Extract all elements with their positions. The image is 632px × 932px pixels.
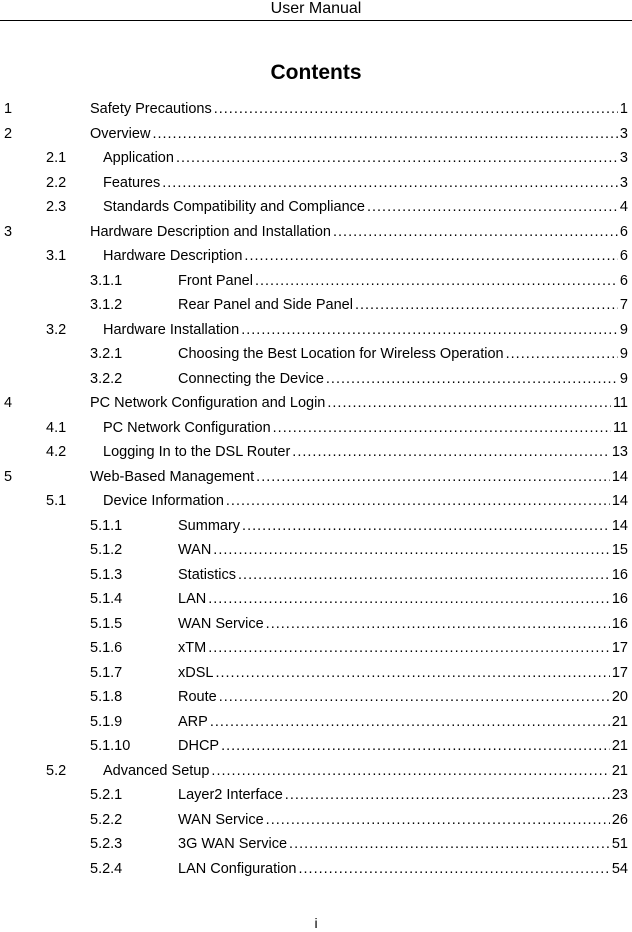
toc-entry-title: Safety Precautions	[90, 101, 212, 117]
contents-heading: Contents	[270, 61, 362, 84]
toc-entry-number: 3.1	[46, 248, 67, 264]
toc-entry-number: 5.1.9	[90, 713, 123, 730]
toc-entry[interactable]	[90, 688, 628, 706]
toc-entry[interactable]	[46, 762, 628, 780]
toc-entry-page: 11	[612, 395, 628, 411]
toc-dot-leader	[211, 762, 609, 780]
toc-entry-number: 3.1.2	[90, 297, 123, 313]
toc-entry-title: LAN Configuration	[178, 860, 297, 877]
toc-entry-number: 5.2.3	[90, 836, 123, 852]
toc-dot-leader	[327, 394, 611, 412]
toc-dot-leader	[208, 639, 610, 657]
toc-dot-leader	[242, 517, 610, 535]
toc-entry-number: 2	[4, 125, 13, 142]
toc-entry[interactable]	[46, 174, 628, 192]
toc-entry-number: 1	[4, 101, 13, 117]
toc-entry-title: xTM	[178, 640, 207, 656]
toc-entry[interactable]	[90, 615, 628, 633]
toc-entry[interactable]	[46, 198, 628, 216]
toc-dot-leader	[213, 541, 610, 559]
toc-entry-page: 6	[619, 223, 628, 240]
toc-entry-page: 17	[611, 640, 628, 656]
toc-dot-leader	[506, 345, 618, 363]
toc-entry[interactable]	[90, 345, 628, 363]
toc-entry-title: Connecting the Device	[178, 370, 324, 387]
toc-entry-number: 5	[4, 468, 13, 485]
toc-entry-title: Summary	[178, 517, 241, 534]
toc-entry-title: WAN Service	[178, 811, 264, 828]
toc-entry-number: 5.1.4	[90, 591, 123, 607]
toc-entry-page: 23	[611, 787, 628, 803]
toc-entry-page: 17	[611, 664, 628, 681]
toc-dot-leader	[214, 100, 618, 118]
toc-dot-leader	[221, 737, 610, 755]
toc-entry-number: 4.1	[46, 419, 67, 436]
page-header	[0, 0, 632, 21]
toc-dot-leader	[255, 272, 618, 290]
toc-entry-page: 14	[611, 468, 628, 485]
toc-entry[interactable]	[46, 443, 628, 461]
toc-entry[interactable]	[4, 394, 628, 412]
toc-entry[interactable]	[90, 860, 628, 878]
toc-entry[interactable]	[46, 419, 628, 437]
toc-entry[interactable]	[90, 590, 628, 608]
toc-entry-number: 2.2	[46, 174, 67, 191]
toc-entry[interactable]	[46, 321, 628, 339]
toc-entry-number: 4.2	[46, 444, 67, 460]
toc-dot-leader	[244, 247, 618, 265]
toc-entry[interactable]	[90, 713, 628, 731]
toc-entry-title: Hardware Description and Installation	[90, 223, 331, 240]
page-footer	[0, 915, 632, 931]
toc-entry-page: 20	[611, 689, 628, 705]
toc-entry-number: 4	[4, 395, 13, 411]
page-number: i	[314, 915, 318, 931]
toc-entry-title: Application	[103, 150, 174, 166]
toc-dot-leader	[273, 419, 611, 437]
toc-entry-number: 5.2.1	[90, 787, 123, 803]
toc-entry-page: 6	[619, 248, 628, 264]
toc-dot-leader	[241, 321, 618, 339]
toc-entry[interactable]	[4, 100, 628, 118]
toc-entry-page: 13	[611, 444, 628, 460]
toc-entry-title: PC Network Configuration	[103, 419, 271, 436]
toc-entry-title: Rear Panel and Side Panel	[178, 297, 353, 313]
toc-dot-leader	[162, 174, 618, 192]
toc-dot-leader	[355, 296, 618, 314]
toc-dot-leader	[215, 664, 609, 682]
toc-entry-page: 15	[611, 542, 628, 558]
toc-dot-leader	[238, 566, 610, 584]
toc-dot-leader	[219, 688, 610, 706]
toc-entry-number: 3.2.2	[90, 370, 123, 387]
toc-entry-number: 3	[4, 223, 13, 240]
toc-entry-title: Statistics	[178, 566, 237, 583]
toc-entry-title: LAN	[178, 591, 207, 607]
toc-dot-leader	[266, 615, 610, 633]
toc-entry-page: 51	[611, 836, 628, 852]
toc-entry-number: 5.2	[46, 762, 67, 779]
toc-entry-page: 16	[611, 566, 628, 583]
toc-entry[interactable]	[46, 247, 628, 265]
toc-entry[interactable]	[90, 737, 628, 755]
toc-entry-title: Choosing the Best Location for Wireless Operation	[178, 346, 504, 362]
toc-entry-title: WAN	[178, 542, 212, 558]
toc-entry[interactable]	[90, 786, 628, 804]
toc-dot-leader	[208, 590, 610, 608]
toc-entry-title: Device Information	[103, 493, 224, 509]
toc-dot-leader	[299, 860, 610, 878]
toc-dot-leader	[256, 468, 610, 486]
toc-entry-page: 1	[619, 101, 628, 117]
toc-entry-page: 14	[611, 493, 628, 509]
toc-entry-page: 21	[611, 713, 628, 730]
toc-entry-number: 5.1.2	[90, 542, 123, 558]
toc-entry-title: Web-Based Management	[90, 468, 255, 485]
toc-entry-page: 14	[611, 517, 628, 534]
toc-dot-leader	[210, 713, 610, 731]
toc-entry-page: 9	[619, 346, 628, 362]
toc-entry-title: Overview	[90, 125, 151, 142]
toc-entry-number: 5.1.3	[90, 566, 123, 583]
toc-entry[interactable]	[4, 468, 628, 486]
toc-dot-leader	[176, 149, 618, 167]
toc-entry-page: 54	[611, 860, 628, 877]
toc-entry-page: 3	[619, 125, 628, 142]
toc-entry-number: 2.3	[46, 199, 67, 215]
toc-entry-page: 3	[619, 174, 628, 191]
toc-dot-leader	[326, 370, 618, 388]
toc-entry-page: 16	[611, 615, 628, 632]
toc-entry-page: 9	[619, 321, 628, 338]
toc-entry[interactable]	[90, 272, 628, 290]
toc-entry[interactable]	[90, 835, 628, 853]
toc-entry-page: 21	[611, 762, 628, 779]
toc-entry-page: 9	[619, 370, 628, 387]
toc-entry-number: 3.2	[46, 321, 67, 338]
toc-dot-leader	[289, 835, 610, 853]
toc-dot-leader	[266, 811, 610, 829]
toc-entry-number: 5.1.8	[90, 689, 123, 705]
toc-entry-number: 3.2.1	[90, 346, 123, 362]
toc-entry[interactable]	[90, 541, 628, 559]
toc-dot-leader	[292, 443, 610, 461]
toc-entry-number: 5.1.6	[90, 640, 123, 656]
toc-entry-title: 3G WAN Service	[178, 836, 288, 852]
toc-entry-title: Features	[103, 174, 161, 191]
toc-entry-page: 16	[611, 591, 628, 607]
toc-entry-title: Standards Compatibility and Compliance	[103, 199, 365, 215]
toc-dot-leader	[367, 198, 618, 216]
toc-entry-title: ARP	[178, 713, 208, 730]
toc-entry-number: 5.1.10	[90, 738, 131, 754]
toc-entry-title: Advanced Setup	[103, 762, 210, 779]
toc-dot-leader	[285, 786, 610, 804]
toc-entry[interactable]	[90, 370, 628, 388]
toc-entry-title: WAN Service	[178, 615, 264, 632]
toc-dot-leader	[226, 492, 610, 510]
toc-entry[interactable]	[90, 296, 628, 314]
toc-entry-page: 26	[611, 811, 628, 828]
toc-entry[interactable]	[4, 223, 628, 241]
toc-entry-title: Layer2 Interface	[178, 787, 283, 803]
toc-entry[interactable]	[46, 149, 628, 167]
toc-entry[interactable]	[90, 811, 628, 829]
toc-entry-title: PC Network Configuration and Login	[90, 395, 326, 411]
toc-entry-title: Front Panel	[178, 272, 253, 289]
toc-entry[interactable]	[90, 566, 628, 584]
toc-entry-page: 3	[619, 150, 628, 166]
toc-entry-number: 2.1	[46, 150, 67, 166]
toc-entry-title: Route	[178, 689, 217, 705]
toc-entry[interactable]	[4, 125, 628, 143]
toc-dot-leader	[333, 223, 618, 241]
toc-entry-number: 3.1.1	[90, 272, 123, 289]
toc-entry-page: 7	[619, 297, 628, 313]
toc-entry-number: 5.1	[46, 493, 67, 509]
toc-entry-number: 5.1.7	[90, 664, 123, 681]
toc-entry[interactable]	[90, 517, 628, 535]
toc-entry[interactable]	[90, 664, 628, 682]
toc-entry-page: 11	[612, 419, 628, 436]
toc-entry-title: xDSL	[178, 664, 214, 681]
toc-entry[interactable]	[90, 639, 628, 657]
toc-entry-title: Logging In to the DSL Router	[103, 444, 291, 460]
header-title: User Manual	[270, 0, 362, 17]
toc-entry-title: DHCP	[178, 738, 220, 754]
toc-entry[interactable]	[46, 492, 628, 510]
toc-entry-number: 5.2.2	[90, 811, 123, 828]
toc-entry-title: Hardware Installation	[103, 321, 240, 338]
toc-entry-title: Hardware Description	[103, 248, 243, 264]
toc-entry-page: 6	[619, 272, 628, 289]
toc-entry-number: 5.1.1	[90, 517, 123, 534]
toc-entry-number: 5.1.5	[90, 615, 123, 632]
toc-entry-number: 5.2.4	[90, 860, 123, 877]
toc-dot-leader	[152, 125, 617, 143]
toc-entry-page: 4	[619, 199, 628, 215]
toc-entry-page: 21	[611, 738, 628, 754]
